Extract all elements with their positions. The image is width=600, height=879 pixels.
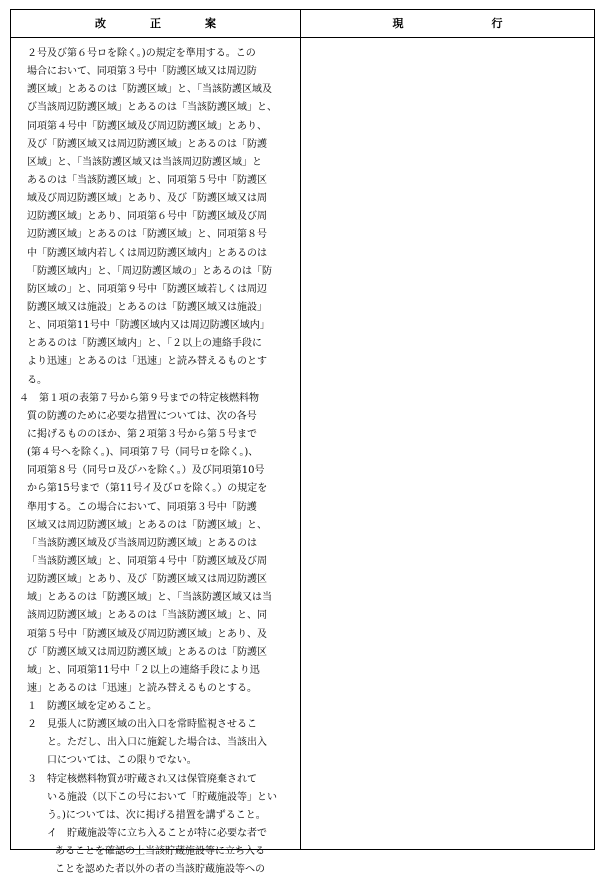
text-line: 場合において、同項第３号中「防護区域又は周辺防 (27, 66, 257, 78)
text-line: イ 貯蔵施設等に立ち入ることが特に必要な者で (47, 828, 267, 840)
text-line: び「防護区域又は周辺防護区域」とあるのは「防護区 (27, 646, 267, 658)
text-line: 及び「防護区域又は周辺防護区域」とあるのは「防護 (27, 138, 267, 150)
text-line: と、同項第11号中「防護区域内又は周辺防護区域内」 (27, 320, 270, 332)
text-line: あることを確認の上当該貯蔵施設等に立ち入る (55, 846, 265, 858)
text-line: ２ 見張人に防護区域の出入口を常時監視させるこ (27, 719, 257, 731)
text-line: 「防護区域内」と、「周辺防護区域の」とあるのは「防 (27, 265, 272, 277)
text-line: に掲げるもののほか、第２項第３号から第５号まで (27, 428, 257, 440)
text-line: から第15号まで（第11号イ及びロを除く。）の規定を (27, 483, 268, 495)
text-line: 辺防護区域」とあり、同項第６号中「防護区域及び周 (27, 211, 267, 223)
text-line: 該周辺防護区域」とあるのは「当該防護区域」と、同 (27, 610, 267, 622)
text-line: ４ 第１項の表第７号から第９号までの特定核燃料物 (19, 392, 259, 404)
text-line: 区域」と、「当該防護区域又は当該周辺防護区域」と (27, 156, 262, 168)
header-current: 現 行 (392, 17, 503, 30)
text-line: 口については、この限りでない。 (47, 755, 197, 767)
text-line: 同項第４号中「防護区域及び周辺防護区域」とあり、 (27, 120, 267, 132)
text-line: 「当該防護区域」と、同項第４号中「防護区域及び周 (27, 555, 267, 567)
text-line: １ 防護区域を定めること。 (27, 701, 157, 713)
text-line: (第４号ヘを除く。)、同項第７号（同号ロを除く。)、 (27, 447, 259, 459)
text-line: ２号及び第６号ロを除く。)の規定を準用する。この (27, 48, 256, 59)
amendment-text (19, 45, 293, 879)
text-line: 同項第８号（同号ロ及びハを除く。）及び同項第10号 (27, 465, 265, 477)
text-line: より迅速」とあるのは「迅速」と読み替えるものとす (27, 356, 267, 368)
header-divider (11, 37, 594, 38)
text-line: ことを認めた者以外の者の当該貯蔵施設等への (55, 864, 265, 876)
text-line: 防区域の」と、同項第９号中「防護区域若しくは周辺 (27, 283, 267, 295)
text-line: る。 (27, 374, 47, 386)
text-line: 「当該防護区域及び当該周辺防護区域」とあるのは (27, 537, 257, 549)
text-line: ３ 特定核燃料物質が貯蔵され又は保管廃棄されて (27, 773, 257, 785)
text-line: いる施設（以下この号において「貯蔵施設等」とい (47, 791, 277, 803)
header-amendment: 改 正 案 (95, 17, 216, 30)
text-line: 質の防護のために必要な措置については、次の各号 (27, 410, 257, 422)
text-line: 域及び周辺防護区域」とあり、及び「防護区域又は周 (27, 193, 267, 205)
text-line: あるのは「当該防護区域」と、同項第５号中「防護区 (27, 174, 267, 186)
text-line: 域」とあるのは「防護区域」と、「当該防護区域又は当 (27, 592, 272, 604)
text-line: と。ただし、出入口に施錠した場合は、当該出入 (47, 737, 267, 749)
text-line: う。)については、次に掲げる措置を講ずること。 (47, 809, 266, 821)
text-line: 防護区域又は施設」とあるのは「防護区域又は施設」 (27, 301, 267, 313)
text-line: び当該周辺防護区域」とあるのは「当該防護区域」と、 (27, 102, 277, 114)
text-line: 速」とあるのは「迅速」と読み替えるものとする。 (27, 682, 257, 694)
text-line: 辺防護区域」とあり、及び「防護区域又は周辺防護区 (27, 574, 267, 586)
comparison-table (10, 9, 595, 876)
text-line: 準用する。この場合において、同項第３号中「防護 (27, 501, 257, 513)
text-line: 護区域」とあるのは「防護区域」と、「当該防護区域及 (27, 84, 272, 96)
text-line: 域」と、同項第11号中「２以上の連絡手段により迅 (27, 664, 260, 676)
text-line: とあるのは「防護区域内」と、「２以上の連絡手段に (27, 338, 262, 350)
text-line: 項第５号中「防護区域及び周辺防護区域」とあり、及 (27, 628, 267, 640)
text-line: 辺防護区域」とあるのは「防護区域」と、同項第８号 (27, 229, 267, 241)
text-line: 中「防護区域内若しくは周辺防護区域内」とあるのは (27, 247, 267, 259)
column-divider (300, 10, 301, 849)
text-line: 区域又は周辺防護区域」とあるのは「防護区域」と、 (27, 519, 267, 531)
